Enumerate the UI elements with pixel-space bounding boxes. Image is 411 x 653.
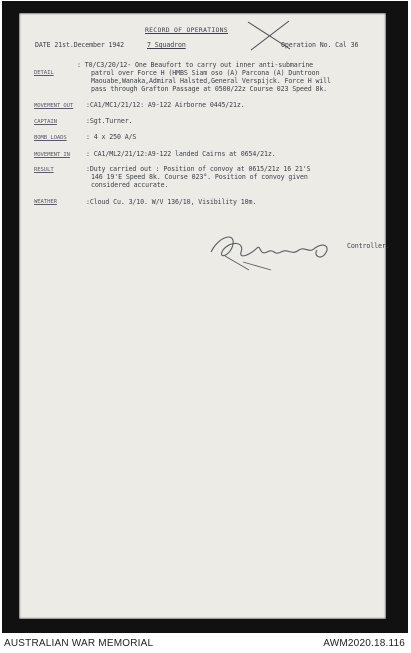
controller-label: Controller. — [347, 242, 390, 250]
detail-line: pass through Grafton Passage at 0500/22z Course 023 Speed 8k. — [91, 85, 328, 93]
label-weather: WEATHER — [34, 199, 57, 205]
label-result: RESULT — [34, 167, 54, 173]
detail-line: Maouabe,Wanaka,Admiral Halsted,General Verspijck. Force H will — [91, 77, 331, 85]
label-detail: DETAIL — [34, 70, 54, 76]
label-movement-in: MOVEMENT IN — [34, 152, 70, 158]
handwritten-signature — [205, 226, 345, 274]
label-movement-out: MOVEMENT OUT — [34, 103, 74, 109]
squadron-name: 7 Squadron — [147, 41, 186, 49]
footer-accession-number: AWM2020.18.116 — [323, 638, 405, 649]
document-title: RECORD OF OPERATIONS — [145, 26, 228, 34]
document-page — [19, 13, 390, 619]
weather-value: :Cloud Cu. 3/10. W/V 136/10, Visibility 10m. — [86, 198, 257, 206]
label-captain: CAPTAIN — [34, 119, 57, 125]
footer-institution: AUSTRALIAN WAR MEMORIAL — [4, 638, 154, 649]
movement-out-value: :CA1/MC1/21/12: A9-122 Airborne 0445/21z. — [86, 101, 245, 109]
report-date: DATE 21st.December 1942 — [35, 41, 125, 49]
result-line: 146 19'E Speed 8k. Course 023°. Position of convoy given — [91, 173, 308, 181]
result-line: :Duty carried out : Position of convoy at 0615/21z 16 21'S — [86, 165, 311, 173]
result-line: considered accurate. — [91, 181, 169, 189]
captain-value: :Sgt.Turner. — [86, 117, 133, 125]
label-bomb-loads: BOMB LOADS — [34, 135, 67, 141]
detail-line: patrol over Force H (HMBS Siam oso (A) Parcona (A) Duntroon — [91, 69, 320, 77]
detail-line: : T0/C3/20/12- One Beaufort to carry out inner anti-submarine — [77, 61, 314, 69]
operation-number: Operation No. Cal 36 — [281, 41, 359, 49]
movement-in-value: : CA1/ML2/21/12:A9-122 landed Cairns at 0654/21z. — [86, 150, 276, 158]
bomb-loads-value: : 4 x 250 A/S — [86, 133, 137, 141]
